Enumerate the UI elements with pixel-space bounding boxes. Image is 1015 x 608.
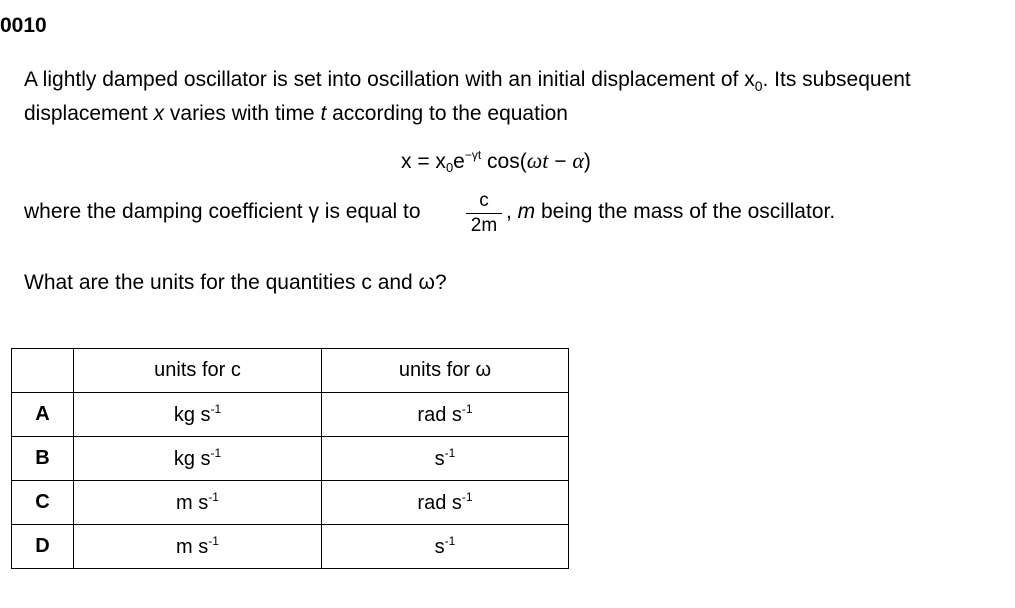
question-prompt: What are the units for the quantities c and ω? — [24, 271, 447, 294]
omega-unit: s — [434, 448, 445, 470]
damping-definition-rest — [506, 200, 835, 224]
equation-e: e — [453, 150, 465, 173]
displacement-equation — [401, 148, 591, 175]
option-label[interactable]: C — [12, 481, 74, 525]
equation-alpha: α — [572, 148, 584, 173]
c-unit-exponent: -1 — [210, 402, 222, 416]
where-rest-a: , — [506, 200, 518, 223]
table-row[interactable] — [12, 437, 569, 481]
equation-omega-t: ωt — [526, 148, 549, 173]
intro-text-2c: according to the equation — [326, 102, 568, 126]
omega-unit-exponent: -1 — [461, 402, 473, 416]
c-unit-cell — [74, 437, 322, 481]
omega-unit-exponent: -1 — [444, 446, 456, 460]
intro-var-x: x — [153, 102, 165, 126]
intro-text-2b: varies with time — [164, 102, 321, 126]
fraction-numerator: c — [479, 190, 489, 211]
intro-text-1-end: . Its subsequent — [762, 68, 911, 91]
table-row[interactable] — [12, 525, 569, 569]
omega-unit: rad s — [417, 492, 462, 514]
c-unit-cell — [74, 481, 322, 525]
table-header-omega: units for ω — [322, 349, 569, 393]
omega-unit-cell — [322, 437, 569, 481]
equation-lhs: x = x — [401, 150, 446, 173]
table-header-c: units for c — [74, 349, 322, 393]
intro-text-2a: displacement — [24, 102, 154, 126]
c-unit-cell — [74, 525, 322, 569]
omega-unit-exponent: -1 — [444, 534, 456, 548]
omega-unit-cell — [322, 393, 569, 437]
option-label[interactable]: A — [12, 393, 74, 437]
damping-fraction — [466, 190, 502, 238]
answer-table — [11, 348, 569, 569]
c-unit-cell — [74, 393, 322, 437]
equation-minus: − — [548, 150, 573, 173]
intro-subscript: 0 — [754, 78, 763, 95]
c-unit: kg s — [173, 448, 211, 470]
intro-var-t: t — [320, 102, 327, 126]
question-number: 0010 — [0, 14, 47, 37]
c-unit-exponent: -1 — [208, 490, 219, 504]
c-unit: kg s — [173, 404, 211, 426]
omega-unit-exponent: -1 — [461, 490, 473, 504]
table-row[interactable] — [12, 393, 569, 437]
equation-subscript: 0 — [445, 160, 454, 175]
c-unit: m s — [176, 536, 209, 558]
c-unit: m s — [176, 492, 209, 514]
where-rest-m: m — [517, 200, 536, 223]
c-unit-exponent: -1 — [210, 446, 222, 460]
omega-unit: s — [434, 536, 445, 558]
equation-close: ) — [583, 150, 591, 173]
option-label[interactable]: B — [12, 437, 74, 481]
table-header-row — [12, 349, 569, 393]
where-rest-b: being the mass of the oscillator. — [535, 200, 836, 223]
omega-unit-cell — [322, 525, 569, 569]
question-intro — [24, 66, 911, 127]
equation-exponent: −γt — [464, 148, 482, 162]
omega-unit-cell — [322, 481, 569, 525]
fraction-denominator: 2m — [470, 215, 498, 236]
omega-unit: rad s — [417, 404, 462, 426]
option-label[interactable]: D — [12, 525, 74, 569]
equation-cos: cos( — [481, 150, 527, 173]
c-unit-exponent: -1 — [208, 534, 219, 548]
intro-text-1: A lightly damped oscillator is set into oscillation with an initial displacement of x — [24, 68, 755, 91]
table-header-option — [12, 349, 74, 393]
damping-definition: where the damping coefficient γ is equal to — [24, 200, 421, 223]
table-row[interactable] — [12, 481, 569, 525]
